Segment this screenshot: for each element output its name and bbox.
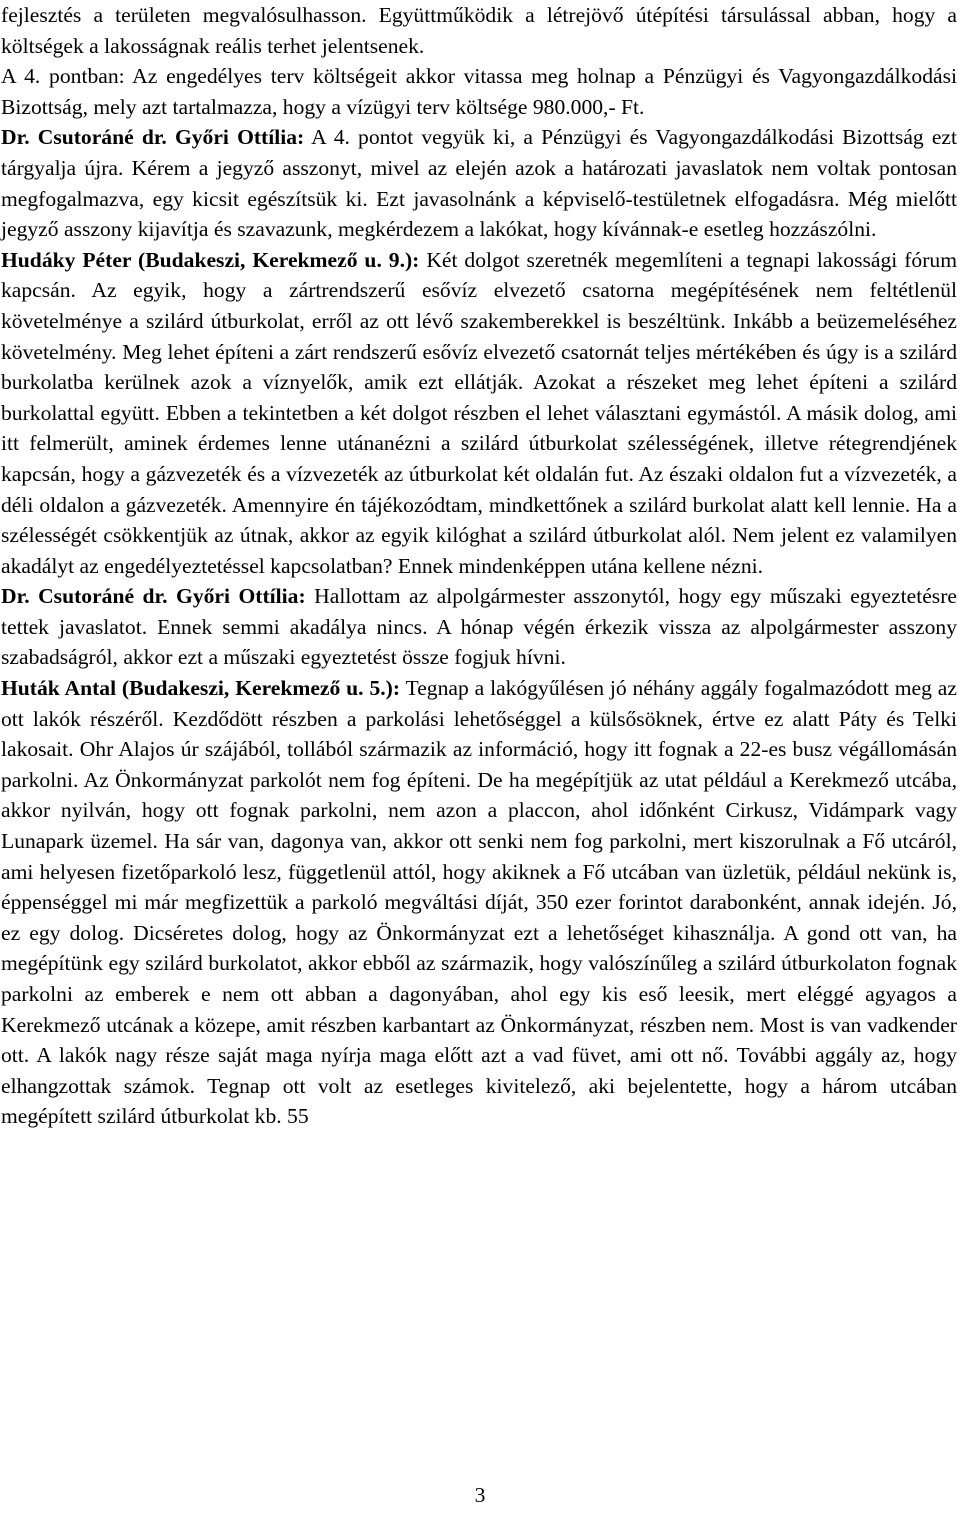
speech-text: Tegnap a lakógyűlésen jó néhány aggály fogalmazódott meg az ott lakók részéről. Kezdődött részben a parkolási lehetőséggel a külsősöknek, értve ez alatt Páty és Telki lakosait. Ohr Alajos úr szájából, tollából származik az információ, hogy itt fognak a 22-es busz végállomásán parkolni. Az Önkormányzat parkolót nem fog építeni. De ha megépítjük az utat például a Kerekmező utcába, akkor nyilván, hogy ott fognak parkolni, nem azon a placcon, ahol időnként Cirkusz, Vidámpark vagy Lunapark üzemel. Ha sár van, dagonya van, akkor ott senki nem fog parkolni, mert kiszorulnak a Fő utcáról, ami helyesen fizetőparkoló lesz, függetlenül attól, hogy akiknek a Fő utcában van üzletük, például nekünk is, éppenséggel mi már megfizettük a parkoló megváltási díját, 350 ezer forintot darabonként, annak idején. Jó, ez egy dolog. Dicséretes dolog, hogy az Önkormányzat ezt a lehetőséget kihasználja. A gond ott van, ha megépítünk egy szilárd burkolatot, akkor ebből az származik, hogy valószínűleg a szilárd útburkolaton fognak parkolni az emberek e nem ott abban a dagonyában, ahol egy kis eső leesik, mert eléggé agyagos a Kerekmező utcának a közepe, amit részben karbantart az Önkormányzat, részben nem. Most is van vadkender ott. A lakók nagy része saját maga nyírja maga előtt azt a vad füvet, ami ott nő. További aggály az, hogy elhangzottak számok. Tegnap ott volt az esetleges kivitelező, aki bejelentette, hogy a három utcában megépített szilárd útburkolat kb. 55 [1,676,957,1129]
intro-text-1: fejlesztés a területen megvalósulhasson. Együttműködik a létrejövő útépítési társulással abban, hogy a költségek a lakosságnak reális terhet jelentsenek. [1,3,957,58]
intro-text-2: A 4. pontban: Az engedélyes terv költségeit akkor vitassa meg holnap a Pénzügyi és Vagyongazdálkodási Bizottság, mely azt tartalmazza, hogy a vízügyi terv költsége 980.000,- Ft. [1,64,957,119]
speaker-name: Huták Antal (Budakeszi, Kerekmező u. 5.): [1,676,401,701]
speaker-name: Dr. Csutoráné dr. Győri Ottília: [1,584,306,609]
intro-paragraph-2 [1,61,957,122]
page-number: 3 [474,1483,486,1507]
speech-paragraph-4 [1,673,957,1132]
body-text [1,0,957,1132]
speech-text: Két dolgot szeretnék megemlíteni a tegnapi lakossági fórum kapcsán. Az egyik, hogy a zártrendszerű esővíz elvezető csatorna megépítésének nem feltétlenül követelménye a szilárd útburkolat, erről az ott lévő szakemberekkel is beszéltünk. Inkább a beüzemeléséhez követelmény. Meg lehet építeni a zárt rendszerű esővíz elvezető csatornát teljes mértékében és úgy is a szilárd burkolatba kerülnek azok a víznyelők, amik ezt ellátják. Azokat a részeket meg lehet építeni a szilárd burkolattal együtt. Ebben a tekintetben a két dolgot részben el lehet választani egymástól. A másik dolog, ami itt felmerült, aminek érdemes lenne utánanézni a szilárd útburkolat szélességének, illetve rétegrendjének kapcsán, hogy a gázvezeték és a vízvezeték az útburkolat két oldalán fut. Az északi oldalon fut a vízvezeték, a déli oldalon a gázvezeték. Amennyire én tájékozódtam, mindkettőnek a szilárd burkolat alatt kell lennie. Ha a szélességét csökkentjük az útnak, akkor az egyik kilóghat a szilárd útburkolat alól. Nem jelent ez valamilyen akadályt az engedélyeztetéssel kapcsolatban? Ennek mindenképpen utána kellene nézni. [1,247,958,578]
speaker-name: Dr. Csutoráné dr. Győri Ottília: [1,125,305,150]
speech-paragraph-1 [1,122,957,244]
speaker-name: Hudáky Péter (Budakeszi, Kerekmező u. 9.): [1,247,420,272]
speech-paragraph-2 [1,245,957,582]
intro-paragraph-1 [1,0,957,61]
speech-text: A 4. pontot vegyük ki, a Pénzügyi és Vagyongazdálkodási Bizottság ezt tárgyalja újra. Kérem a jegyző asszonyt, mivel az elején azok a határozati javaslatok nem voltak pontosan megfogalmazva, egy kicsit egészítsük ki. Ezt javasolnánk a képviselő-testületnek elfogadásra. Még mielőtt jegyző asszony kijavítja és szavazunk, megkérdezem a lakókat, hogy kívánnak-e esetleg hozzászólni. [1,125,957,242]
speech-paragraph-3 [1,581,957,673]
speech-text: Hallottam az alpolgármester asszonytól, hogy egy műszaki egyeztetésre tettek javaslatot. Ennek semmi akadálya nincs. A hónap végén érkezik vissza az alpolgármester asszony szabadságról, akkor ezt a műszaki egyeztetést össze fogjuk hívni. [1,584,957,670]
